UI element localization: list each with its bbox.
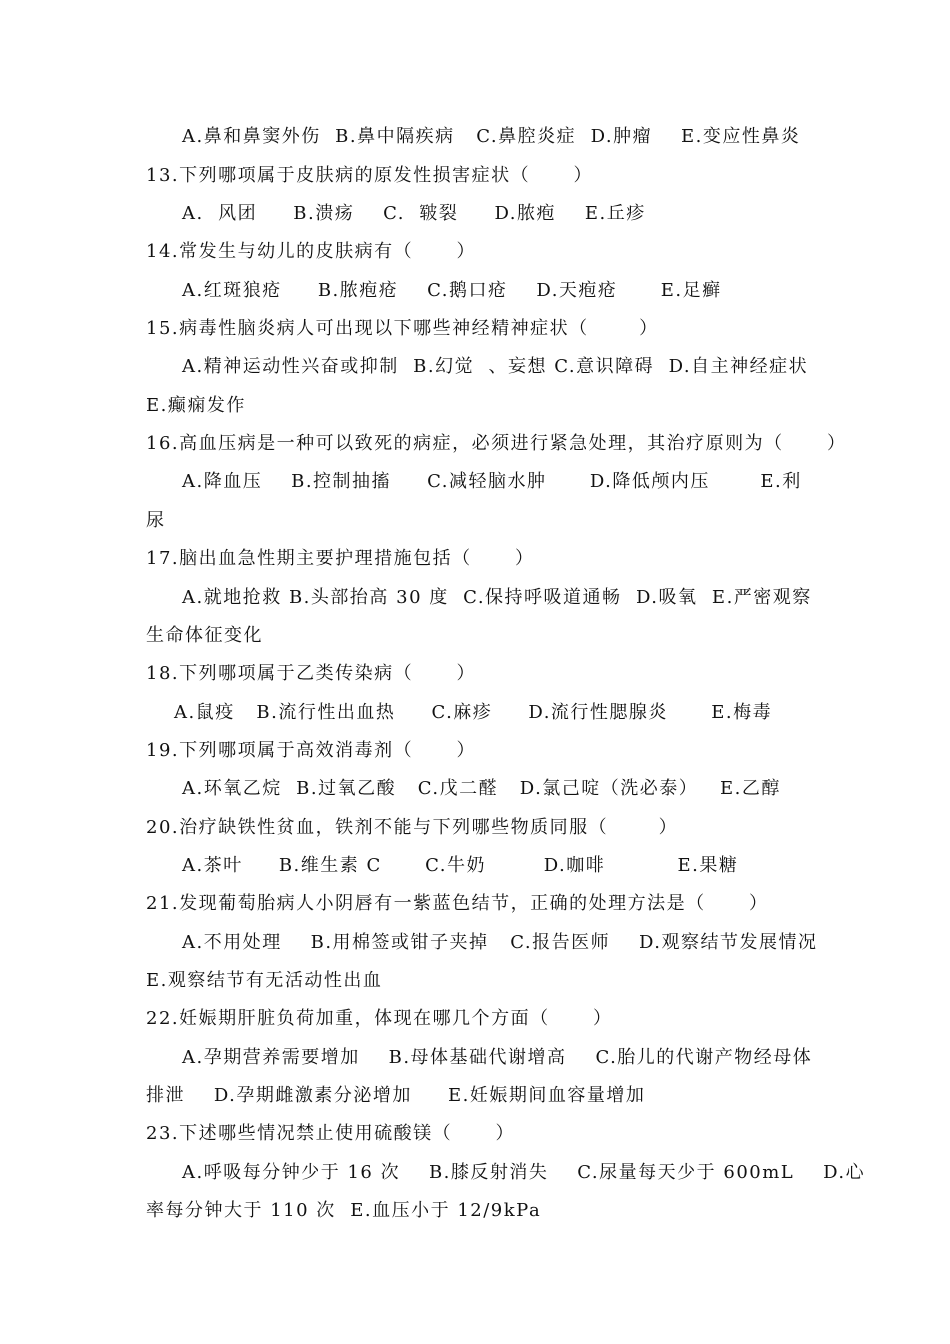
- q12-options: A.鼻和鼻窦外伤 B.鼻中隔疾病 C.鼻腔炎症 D.肿瘤 E.变应性鼻炎: [182, 126, 801, 147]
- question-18: 18.下列哪项属于乙类传染病（ ）: [146, 663, 476, 684]
- q18-options: A.鼠疫 B.流行性出血热 C.麻疹 D.流行性腮腺炎 E.梅毒: [174, 702, 773, 723]
- q22-options-cont: 排泄 D.孕期雌激素分泌增加 E.妊娠期间血容量增加: [146, 1085, 646, 1106]
- question-22: 22.妊娠期肝脏负荷加重，体现在哪几个方面（ ）: [146, 1008, 613, 1029]
- question-20: 20.治疗缺铁性贫血，铁剂不能与下列哪些物质同服（ ）: [146, 817, 679, 838]
- question-15: 15.病毒性脑炎病人可出现以下哪些神经精神症状（ ）: [146, 318, 659, 339]
- question-21: 21.发现葡萄胎病人小阴唇有一紫蓝色结节，正确的处理方法是（ ）: [146, 893, 769, 914]
- q17-options-cont: 生命体征变化: [146, 625, 263, 646]
- q19-options: A.环氧乙烷 B.过氧乙酸 C.戊二醛 D.氯己啶（洗必泰） E.乙醇: [182, 778, 781, 799]
- question-14: 14.常发生与幼儿的皮肤病有（ ）: [146, 241, 476, 262]
- q21-options-cont: E.观察结节有无活动性出血: [146, 970, 383, 991]
- q22-options: A.孕期营养需要增加 B.母体基础代谢增高 C.胎儿的代谢产物经母体: [182, 1047, 813, 1068]
- question-19: 19.下列哪项属于高效消毒剂（ ）: [146, 740, 476, 761]
- q13-options: A. 风团 B.溃疡 C. 皲裂 D.脓疱 E.丘疹: [182, 203, 646, 224]
- q17-options: A.就地抢救 B.头部抬高 30 度 C.保持呼吸道通畅 D.吸氧 E.严密观察: [182, 587, 812, 608]
- q23-options-cont: 率每分钟大于 110 次 E.血压小于 12/9kPa: [146, 1200, 542, 1221]
- question-13: 13.下列哪项属于皮肤病的原发性损害症状（ ）: [146, 165, 593, 186]
- q15-options: A.精神运动性兴奋或抑制 B.幻觉 、妄想 C.意识障碍 D.自主神经症状: [182, 356, 809, 377]
- q20-options: A.茶叶 B.维生素 C C.牛奶 D.咖啡 E.果糖: [182, 855, 739, 876]
- q15-options-cont: E.癫痫发作: [146, 395, 246, 416]
- question-16: 16.高血压病是一种可以致死的病症，必须进行紧急处理，其治疗原则为（ ）: [146, 433, 847, 454]
- q21-options: A.不用处理 B.用棉签或钳子夹掉 C.报告医师 D.观察结节发展情况: [182, 932, 818, 953]
- question-23: 23.下述哪些情况禁止使用硫酸镁（ ）: [146, 1123, 515, 1144]
- q16-options-cont: 尿: [146, 510, 166, 531]
- q14-options: A.红斑狼疮 B.脓疱疮 C.鹅口疮 D.天疱疮 E.足癣: [182, 280, 722, 301]
- q23-options: A.呼吸每分钟少于 16 次 B.膝反射消失 C.尿量每天少于 600mL D.心: [182, 1162, 866, 1183]
- question-17: 17.脑出血急性期主要护理措施包括（ ）: [146, 548, 535, 569]
- q16-options: A.降血压 B.控制抽搐 C.减轻脑水肿 D.降低颅内压 E.利: [182, 471, 802, 492]
